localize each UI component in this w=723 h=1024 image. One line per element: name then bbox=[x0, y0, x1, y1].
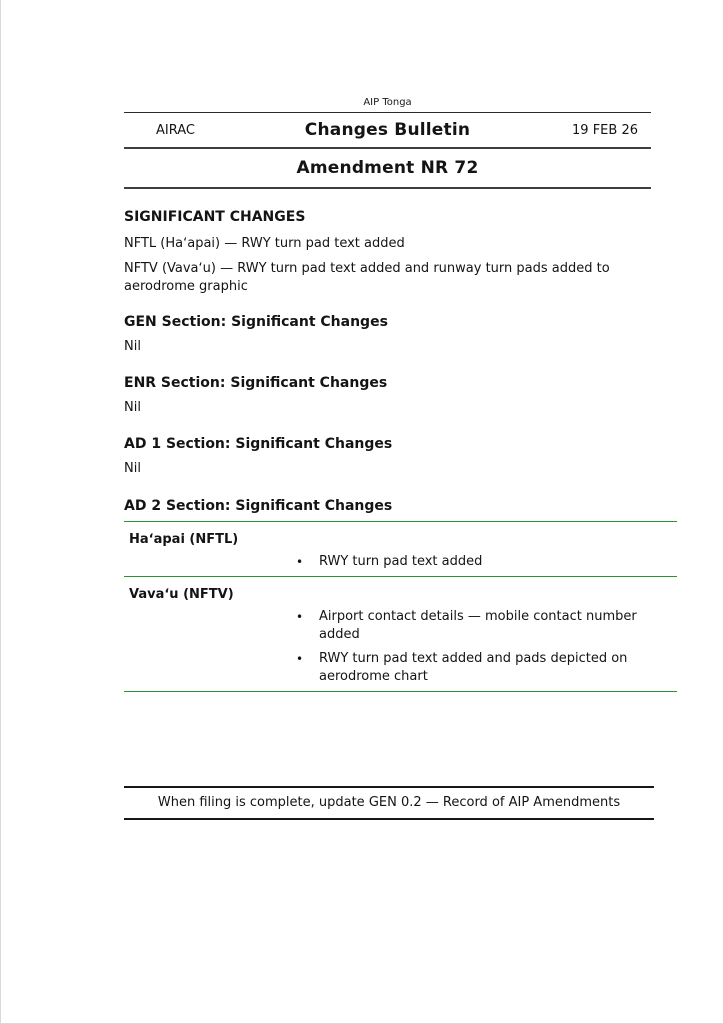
section-heading-enr: ENR Section: Significant Changes bbox=[124, 375, 388, 391]
bulletin-header-row bbox=[124, 113, 651, 147]
header-rule-bottom bbox=[124, 187, 651, 189]
significant-change-item-nftv: NFTV (Vavaʻu) — RWY turn pad text added and runway turn pads added to aerodrome graphic bbox=[124, 261, 610, 294]
section-heading-ad2: AD 2 Section: Significant Changes bbox=[124, 498, 393, 514]
section-body-enr: Nil bbox=[124, 400, 141, 415]
bulletin-title: Changes Bulletin bbox=[304, 120, 471, 140]
section-heading-gen: GEN Section: Significant Changes bbox=[124, 314, 388, 330]
section-body-gen: Nil bbox=[124, 339, 141, 354]
change-text: RWY turn pad text added bbox=[319, 554, 483, 569]
significant-changes-heading: SIGNIFICANT CHANGES bbox=[124, 209, 306, 225]
change-bullet bbox=[296, 608, 671, 644]
significant-changes-section bbox=[124, 209, 651, 296]
section-heading-ad1: AD 1 Section: Significant Changes bbox=[124, 436, 393, 452]
aerodrome-name: Vavaʻu (NFTV) bbox=[129, 587, 234, 602]
filing-note-text: When filing is complete, update GEN 0.2 — Record of AIP Amendments bbox=[157, 795, 621, 810]
ad2-changes-table bbox=[124, 521, 677, 692]
bullet-icon: • bbox=[296, 652, 304, 666]
gen-section bbox=[124, 314, 651, 356]
change-bullet bbox=[296, 650, 671, 686]
significant-change-item-nftl: NFTL (Haʻapai) — RWY turn pad text added bbox=[124, 236, 405, 251]
ad1-section bbox=[124, 436, 651, 478]
aerodrome-name: Haʻapai (NFTL) bbox=[129, 532, 239, 547]
section-body-ad1: Nil bbox=[124, 461, 141, 476]
change-text: RWY turn pad text added and pads depicted on aerodrome chart bbox=[319, 651, 628, 684]
airac-cycle-label: AIRAC bbox=[156, 122, 195, 138]
bullet-icon: • bbox=[296, 610, 304, 624]
change-text: Airport contact details — mobile contact number added bbox=[319, 609, 637, 642]
change-bullet bbox=[296, 553, 671, 571]
effective-date: 19 FEB 26 bbox=[572, 122, 638, 138]
bullet-icon: • bbox=[296, 555, 304, 569]
document-header bbox=[124, 97, 651, 189]
ad2-table-row-haapai bbox=[124, 522, 677, 576]
amendment-number-title: Amendment NR 72 bbox=[296, 158, 479, 178]
ad2-section bbox=[124, 498, 651, 692]
ad2-table-row-vavau bbox=[124, 576, 677, 691]
filing-note bbox=[124, 786, 654, 820]
enr-section bbox=[124, 375, 651, 417]
publication-name: AIP Tonga bbox=[363, 97, 412, 108]
page-content bbox=[124, 97, 651, 692]
